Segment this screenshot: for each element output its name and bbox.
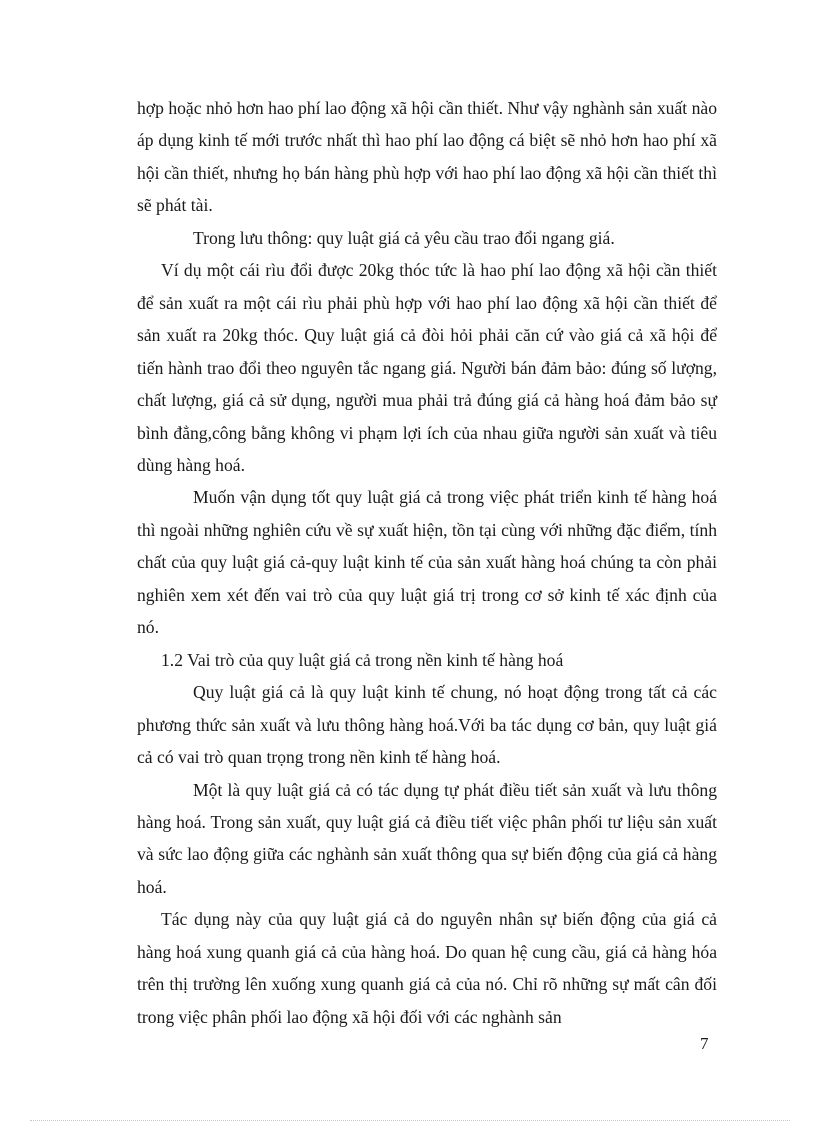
- paragraph-role: Quy luật giá cả là quy luật kinh tế chung, nó hoạt động trong tất cả các phương thức sản xuất và lưu thông hàng hoá.Với ba tác dụng cơ bản, quy luật giá cả có vai trò quan trọng trong nền kinh tế hàng hoá.: [137, 682, 717, 768]
- body-text: [137, 92, 717, 1033]
- paragraph-circulation: Trong lưu thông: quy luật giá cả yêu cầu trao đổi ngang giá.: [193, 227, 615, 248]
- paragraph-application: Muốn vận dụng tốt quy luật giá cả trong việc phát triển kinh tế hàng hoá thì ngoài những nghiên cứu về sự xuất hiện, tồn tại cùng với những đặc điểm, tính chất của quy luật giá cả-quy luật kinh tế của sản xuất hàng hoá chúng ta còn phải nghiên xem xét đến vai trò của quy luật giá trị trong cơ sở kinh tế xác định của nó.: [137, 487, 717, 638]
- paragraph-example: Ví dụ một cái rìu đổi được 20kg thóc tức là hao phí lao động xã hội cần thiết để sản xuất ra một cái rìu phải phù hợp với hao phí lao động xã hội cần thiết để sản xuất ra 20kg thóc. Quy luật giá cả đòi hỏi phải căn cứ vào giá cả xã hội để tiến hành trao đổi theo nguyên tắc ngang giá. Người bán đảm bảo: đúng số lượng, chất lượng, giá cả sử dụng, người mua phải trả đúng giá cả hàng hoá đảm bảo sự bình đẳng,công bằng không vi phạm lợi ích của nhau giữa người sản xuất và tiêu dùng hàng hoá.: [137, 260, 717, 475]
- paragraph-regulation: Một là quy luật giá cả có tác dụng tự phát điều tiết sản xuất và lưu thông hàng hoá. Trong sản xuất, quy luật giá cả điều tiết việc phân phối tư liệu sản xuất và sức lao động giữa các nghành sản xuất thông qua sự biến động của giá cả hàng hoá.: [137, 779, 717, 897]
- section-heading: 1.2 Vai trò của quy luật giá cả trong nền kinh tế hàng hoá: [161, 649, 564, 670]
- page-number: 7: [700, 1034, 709, 1053]
- paragraph-continuation: hợp hoặc nhỏ hơn hao phí lao động xã hội cần thiết. Như vậy nghành sản xuất nào áp dụng kinh tế mới trước nhất thì hao phí lao động cá biệt sẽ nhỏ hơn hao phí xã hội cần thiết, nhưng họ bán hàng phù hợp với hao phí lao động xã hội cần thiết thì sẽ phát tài.: [137, 98, 717, 216]
- footer-divider: [30, 1120, 790, 1121]
- paragraph-effect: Tác dụng này của quy luật giá cả do nguyên nhân sự biến động của giá cả hàng hoá xung quanh giá cả của hàng hoá. Do quan hệ cung cầu, giá cả hàng hóa trên thị trường lên xuống xung quanh giá cả của nó. Chỉ rõ những sự mất cân đối trong việc phân phối lao động xã hội đối với các nghành sản: [137, 909, 717, 1027]
